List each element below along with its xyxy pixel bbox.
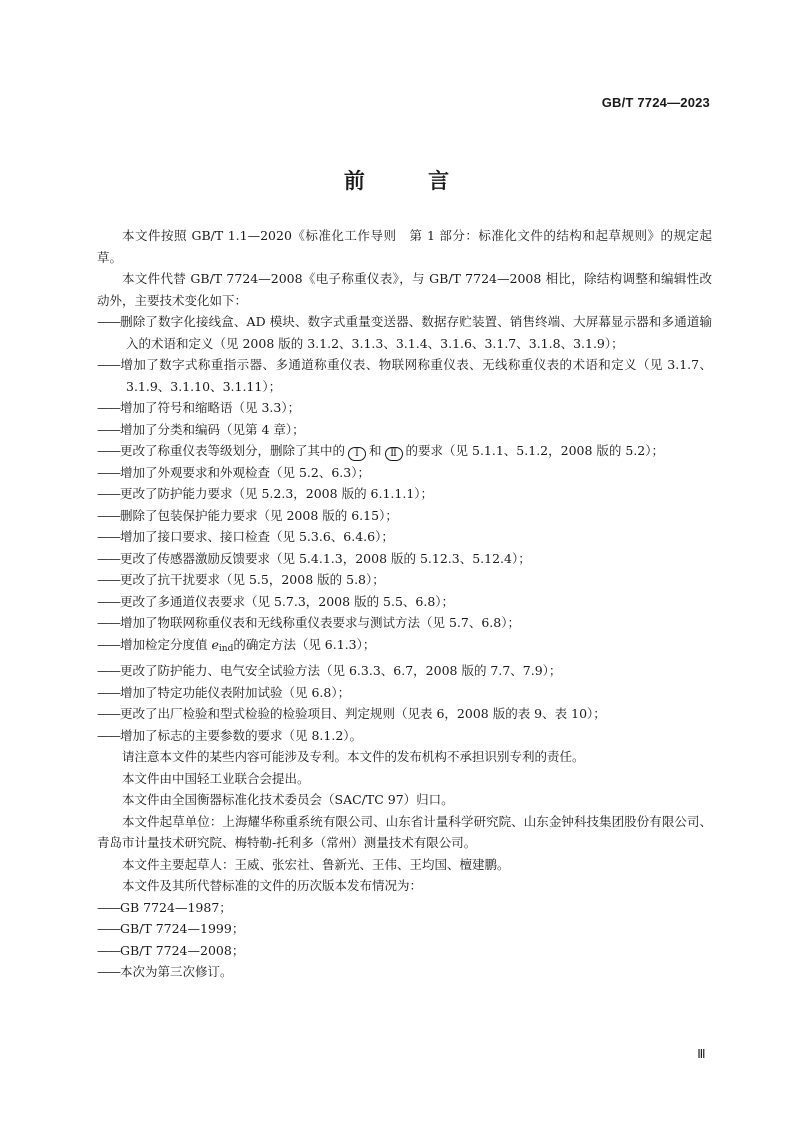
list-item: ——删除了包装保护能力要求（见 2008 版的 6.15）； (97, 507, 398, 523)
eind-symbol: e (211, 636, 219, 652)
list-item: ——更改了称重仪表等级划分，删除了其中的 Ⅰ 和 Ⅱ 的要求（见 5.1.1、5.1.2，2008 版的 5.2）； (97, 443, 665, 459)
list-item: ——更改了多通道仪表要求（见 5.7.3，2008 版的 5.5、6.8）； (97, 593, 455, 609)
history-item: ——GB/T 7724—2008； (97, 942, 245, 958)
list-item: ——增加检定分度值 $e_{ind}$的确定方法（见 6.1.3）； (97, 636, 376, 654)
page-number: Ⅲ (697, 1047, 706, 1061)
document-body (97, 225, 712, 983)
page-title: 前 言 (343, 169, 478, 193)
grade-mark-2: Ⅱ (385, 447, 403, 461)
paragraph: 请注意本文件的某些内容可能涉及专利。本文件的发布机构不承担识别专利的责任。 (122, 749, 585, 764)
list-item: ——删除了数字化接线盒、AD 模块、数字式重量变送器、数据存贮装置、销售终端、大屏幕显示器和多通道输入的术语和定义（见 2008 版的 3.1.2、3.1.3、3.1.4、3.1.6、3.1.7、3.1.8、3.1.9）； (97, 314, 712, 351)
paragraph: 本文件代替 GB/T 7724—2008《电子称重仪表》，与 GB/T 7724—2008 相比，除结构调整和编辑性改动外，主要技术变化如下： (97, 271, 712, 308)
paragraph: 本文件由中国轻工业联合会提出。 (122, 770, 310, 786)
list-item: ——增加了分类和编码（见第 4 章）； (97, 421, 305, 437)
history-item: ——GB 7724—1987； (97, 899, 232, 915)
eind-subscript: ind (218, 643, 234, 654)
list-item: ——增加了物联网称重仪表和无线称重仪表要求与测试方法（见 5.7、6.8）； (97, 615, 520, 630)
paragraph: 本文件由全国衡器标准化技术委员会（SAC/TC 97）归口。 (122, 792, 454, 807)
list-item: ——更改了传感器激励反馈要求（见 5.4.1.3，2008 版的 5.12.3、5.12.4）； (97, 550, 531, 566)
list-item: ——增加了接口要求、接口检查（见 5.3.6、6.4.6）； (97, 529, 394, 544)
list-item: ——增加了标志的主要参数的要求（见 8.1.2）。 (97, 727, 363, 743)
list-item: ——更改了防护能力、电气安全试验方法（见 6.3.3、6.7，2008 版的 7.7、7.9）； (97, 663, 562, 678)
list-item: ——增加了符号和缩略语（见 3.3）； (97, 400, 301, 415)
list-item: ——增加了特定功能仪表附加试验（见 6.8）； (97, 684, 351, 700)
list-item: ——更改了防护能力要求（见 5.2.3，2008 版的 6.1.1.1）； (97, 486, 434, 501)
paragraph: 本文件按照 GB/T 1.1—2020《标准化工作导则 第 1 部分：标准化文件的结构和起草规则》的规定起草。 (97, 228, 712, 265)
list-item: ——更改了出厂检验和型式检验的检验项目、判定规则（见表 6，2008 版的表 9、表 10）； (97, 706, 606, 721)
history-item: ——GB/T 7724—1999； (97, 921, 245, 936)
paragraph: 本文件及其所代替标准的文件的历次版本发布情况为： (122, 878, 423, 893)
history-item: ——本次为第三次修订。 (97, 964, 233, 979)
list-item: ——增加了外观要求和外观检查（见 5.2、6.3）； (97, 464, 370, 480)
list-item: ——增加了数字式称重指示器、多通道称重仪表、物联网称重仪表、无线称重仪表的术语和定义（见 3.1.7、3.1.9、3.1.10、3.1.11）； (97, 357, 712, 394)
standard-code: GB/T 7724—2023 (601, 95, 710, 110)
paragraph: 本文件主要起草人：王威、张宏社、鲁新光、王伟、王均国、檀建鹏。 (122, 856, 510, 872)
list-item: ——更改了抗干扰要求（见 5.5，2008 版的 5.8）； (97, 572, 385, 587)
paragraph: 本文件起草单位：上海耀华称重系统有限公司、山东省计量科学研究院、山东金钟科技集团股份有限公司、青岛市计量技术研究院、梅特勒-托利多（常州）测量技术有限公司。 (97, 813, 712, 850)
grade-mark-1: Ⅰ (348, 447, 366, 461)
